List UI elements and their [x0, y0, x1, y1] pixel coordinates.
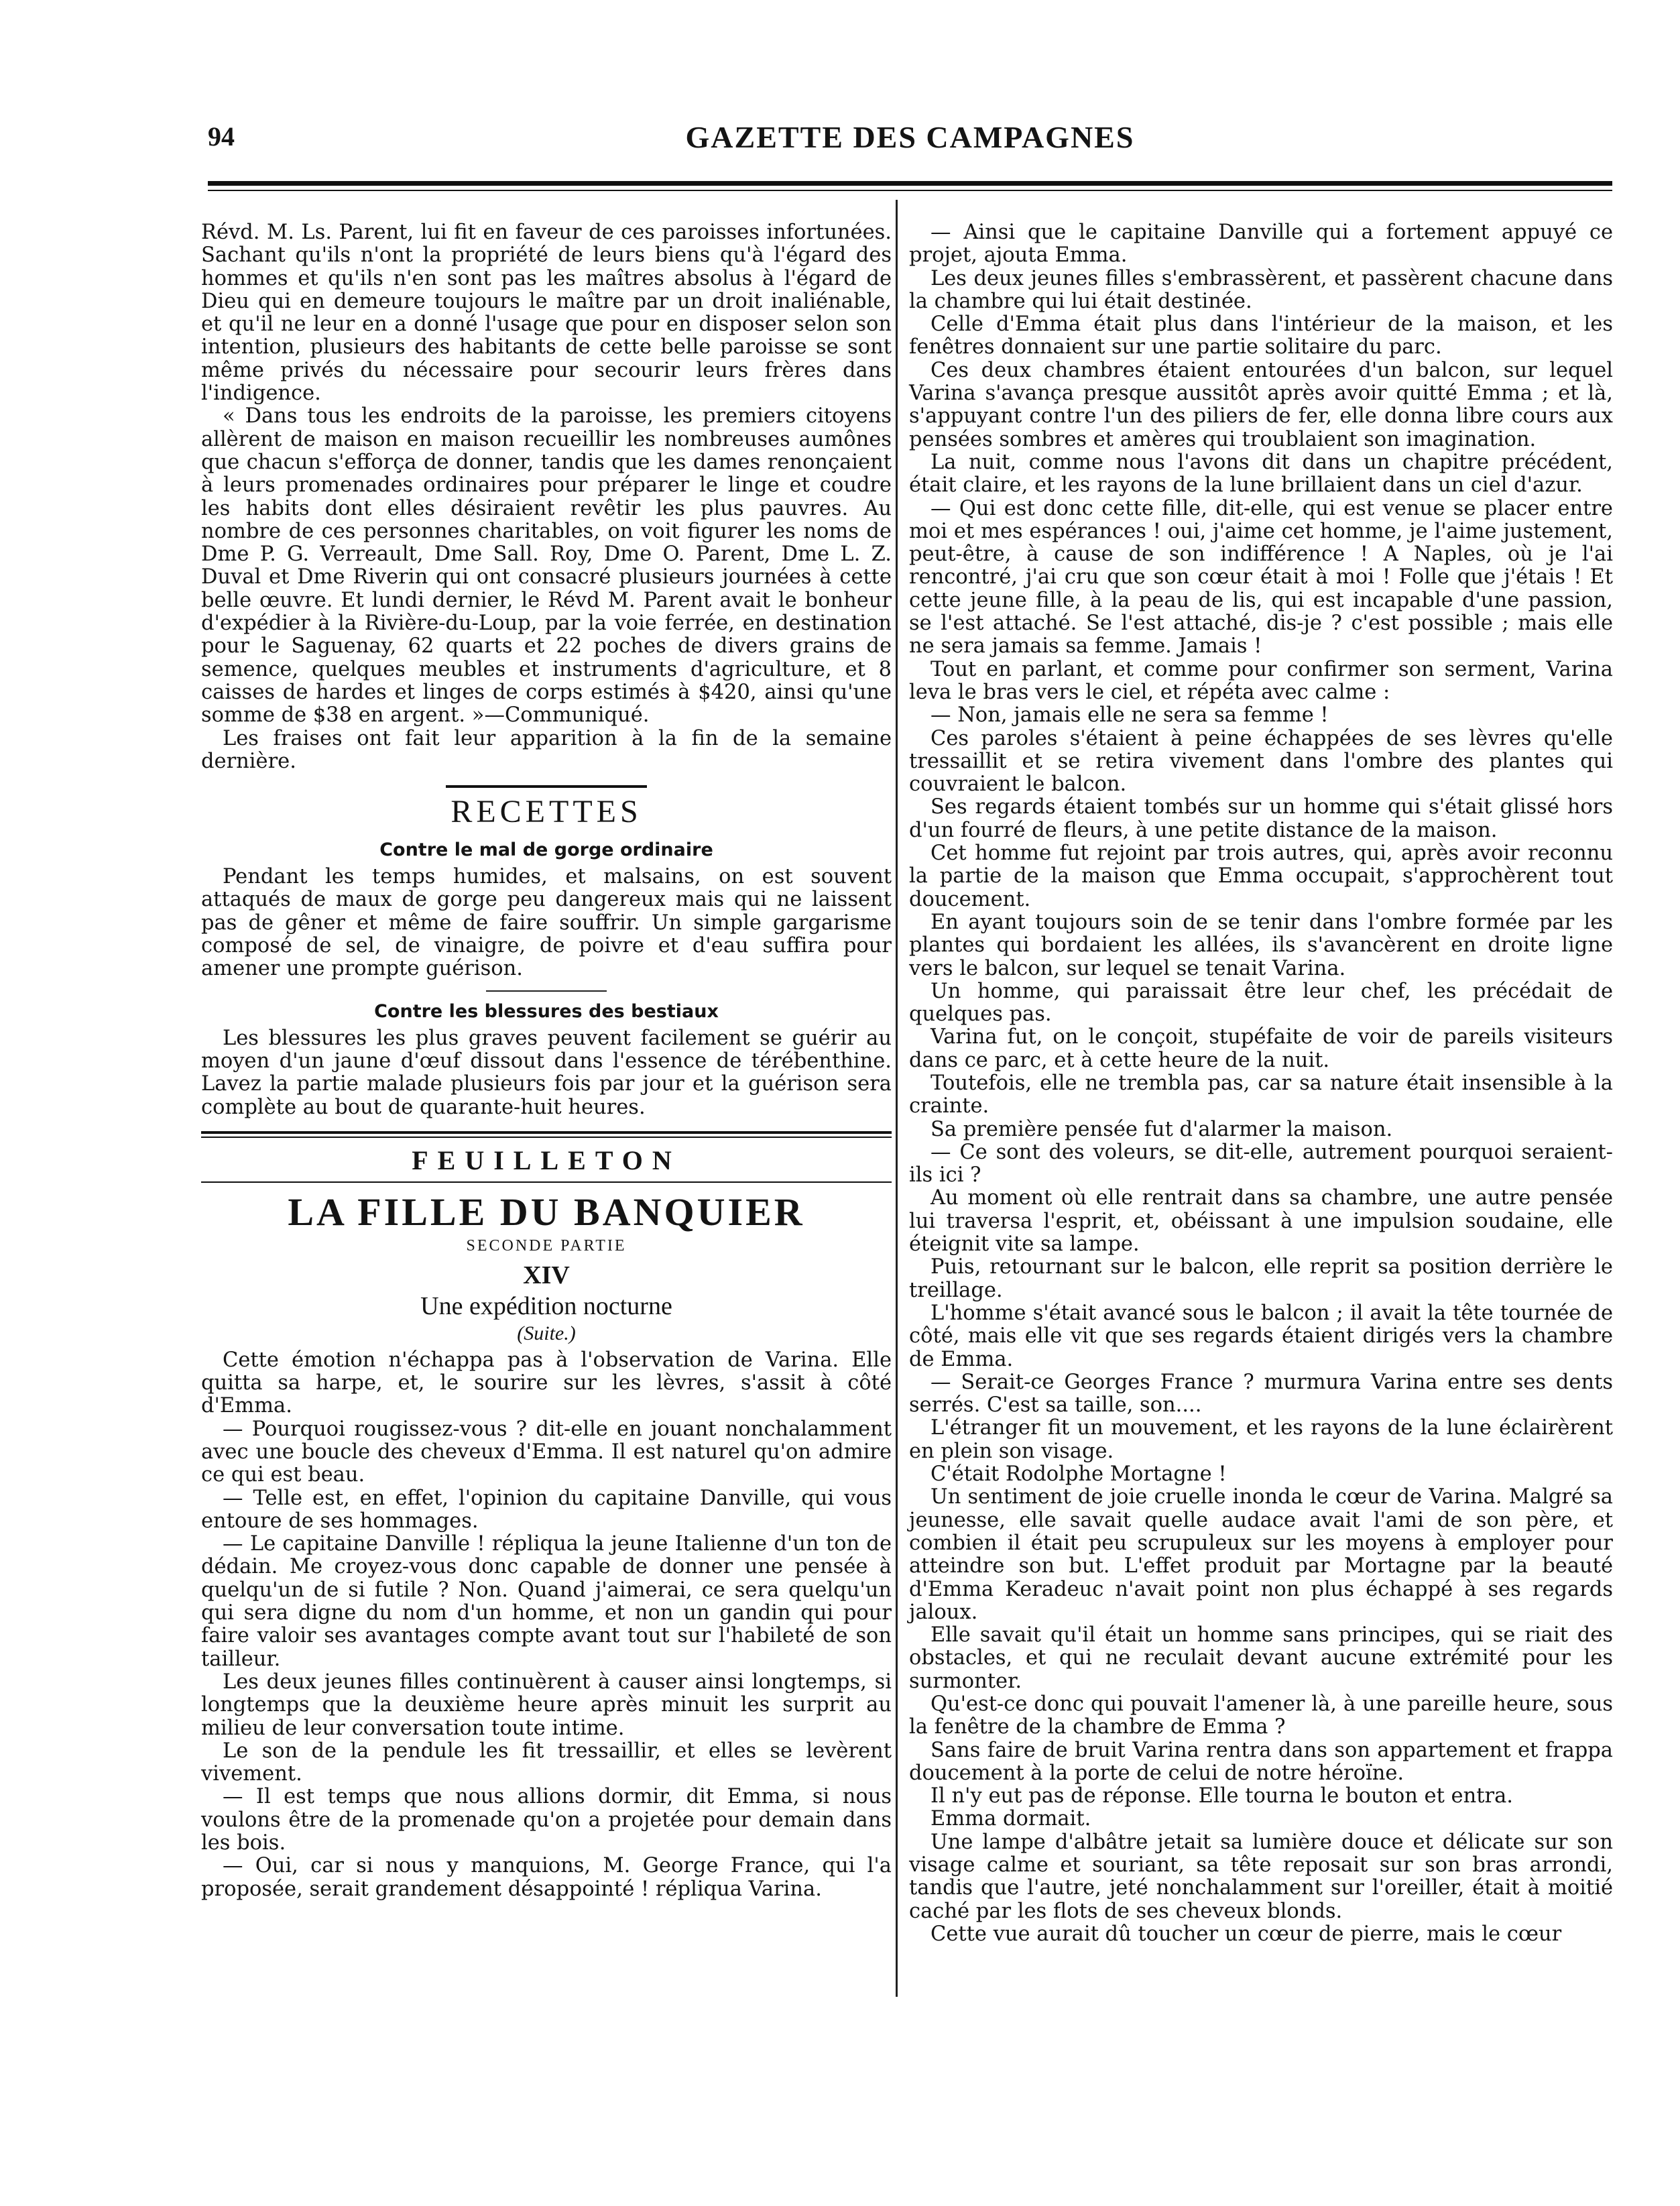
story-paragraph: Sans faire de bruit Varina rentra dans son appartement et frappa doucement à la porte de celui de notre héroïne. [909, 1738, 1613, 1785]
story-paragraph: — Le capitaine Danville ! répliqua la jeune Italienne d'un ton de dédain. Me croyez-vous donc capable de donner une pensée à quelqu'un de si futile ? Non. Quand j'aimerai, ce sera quelqu'un qui sera digne du nom d'un homme, et non un gandin qui pour faire valoir ses avantages compte avant tout sur l'habileté de son tailleur. [201, 1532, 892, 1671]
story-paragraph: — Qui est donc cette fille, dit-elle, qui est venue se placer entre moi et mes espérances ! oui, j'aime cet homme, je l'aime justement, peut-être, à cause de son indifférence ! A Naples, où je l'ai rencontré, j'ai cru que son cœur était à moi ! Folle que j'étais ! Et cette jeune fille, à la peau de lis, qui est incapable d'une passion, se l'est attaché. Se l'est attaché, dis-je ? c'est possible ; mais elle ne sera jamais sa femme. Jamais ! [909, 496, 1613, 658]
story-paragraph: — Il est temps que nous allions dormir, dit Emma, si nous voulons être de la promenade qu'on a projetée pour demain dans les bois. [201, 1785, 892, 1855]
recipe-heading: Contre les blessures des bestiaux [374, 1000, 719, 1022]
story-paragraph: Il n'y eut pas de réponse. Elle tourna le bouton et entra. [931, 1784, 1513, 1808]
story-paragraph: C'était Rodolphe Mortagne ! [931, 1462, 1227, 1487]
chapter-number: XIV [523, 1261, 570, 1289]
feuilleton-rule [201, 1131, 892, 1134]
story-paragraph: L'homme s'était avancé sous le balcon ; il avait la tête tournée de côté, mais elle vit que ses regards étaient dirigés vers la chambre de Emma. [909, 1301, 1613, 1371]
story-paragraph: Les deux jeunes filles continuèrent à causer ainsi longtemps, si longtemps que la deuxième heure après minuit les surprit au milieu de leur conversation toute intime. [201, 1670, 892, 1740]
story-paragraph: — Serait-ce Georges France ? murmura Varina entre ses dents serrés. C'est sa taille, son.... [909, 1370, 1613, 1417]
story-paragraph: L'étranger fit un mouvement, et les rayons de la lune éclairèrent en plein son visage. [909, 1416, 1613, 1463]
story-paragraph: Qu'est-ce donc qui pouvait l'amener là, à une pareille heure, sous la fenêtre de la chambre de Emma ? [909, 1692, 1613, 1739]
story-paragraph: Emma dormait. [931, 1807, 1091, 1831]
recettes-title: RECETTES [451, 794, 642, 830]
story-paragraph: Ses regards étaient tombés sur un homme qui s'était glissé hors d'un fourré de fleurs, à une petite distance de la maison. [909, 795, 1613, 842]
page-header [208, 119, 1612, 160]
story-paragraph: Ces paroles s'étaient à peine échappées de ses lèvres qu'elle tressaillit et se retira vivement dans l'ombre des plantes qui couvraient le balcon. [909, 726, 1613, 797]
story-paragraph: Ces deux chambres étaient entourées d'un balcon, sur lequel Varina s'avança presque aussitôt après avoir quitté Emma ; et là, s'appuyant contre l'un des piliers de fer, elle donna libre cours aux pensées sombres et amères qui troublaient son imagination. [909, 358, 1613, 451]
story-paragraph: Sa première pensée fut d'alarmer la maison. [931, 1117, 1393, 1141]
story-paragraph: Cet homme fut rejoint par trois autres, qui, après avoir reconnu la partie de la maison que Emma occupait, s'approchèrent tout doucement. [909, 841, 1613, 911]
story-paragraph: Au moment où elle rentrait dans sa chambre, une autre pensée lui traversa l'esprit, et, obéissant à une impulsion soudaine, elle éteignit vite sa lampe. [909, 1186, 1613, 1257]
story-title: LA FILLE DU BANQUIER [288, 1189, 805, 1234]
story-paragraph: Les deux jeunes filles s'embrassèrent, et passèrent chacune dans la chambre qui lui était destinée. [909, 266, 1613, 313]
article-paragraph: « Dans tous les endroits de la paroisse, les premiers citoyens allèrent de maison en maison recueillir les nombreuses aumônes que chacun s'efforça de donner, tandis que les dames renonçaient à leurs promenades ordinaires pour préparer le linge et coudre les habits dont elles désiraient revêtir les plus pauvres. Au nombre de ces personnes charitables, on voit figurer les noms de Dme P. G. Verreault, Dme Sall. Roy, Dme O. Parent, Dme L. Z. Duval et Dme Riverin qui ont consacré plusieurs journées à cette belle œuvre. Et lundi dernier, le Révd M. Parent avait le bonheur d'expédier à la Rivière-du-Loup, par la voie ferrée, en destination pour le Saguenay, 62 quarts et 22 poches de divers grains de semence, quelques meubles et instruments d'agriculture, et 8 caisses de hardes et linges de corps estimés à $420, ainsi qu'une somme de $38 en argent. »—Communiqué. [201, 404, 892, 728]
story-paragraph: Cette émotion n'échappa pas à l'observation de Varina. Elle quitta sa harpe, et, le sourire sur les lèvres, s'assit à côté d'Emma. [201, 1348, 892, 1418]
story-paragraph: Puis, retournant sur le balcon, elle reprit sa position derrière le treillage. [909, 1255, 1613, 1302]
story-paragraph: — Ce sont des voleurs, se dit-elle, autrement pourquoi seraient-ils ici ? [909, 1140, 1613, 1187]
recipe-text: Pendant les temps humides, et malsains, on est souvent attaqués de maux de gorge peu dangereux mais qui ne laissent pas de gêner et même de faire souffrir. Un simple gargarisme composé de sel, de vinaigre, de poivre et d'eau suffira pour amener une prompte guérison. [201, 865, 892, 981]
story-part: SECONDE PARTIE [466, 1236, 627, 1255]
recipe-divider [486, 990, 607, 992]
story-paragraph: Un sentiment de joie cruelle inonda le cœur de Varina. Malgré sa jeunesse, elle savait quelle audace avait l'ami de son père, et combien il était peu scrupuleux sur les moyens à employer pour atteindre son but. L'effet produit par Mortagne par la beauté d'Emma Keradeuc n'avait point non plus échappé à ses regards jaloux. [909, 1485, 1613, 1624]
story-paragraph: Une lampe d'albâtre jetait sa lumière douce et délicate sur son visage calme et souriant, sa tête reposait sur son bras arrondi, tandis que l'autre, jeté nonchalamment sur l'oreiller, était à moitié caché par les flots de ses cheveux blonds. [909, 1830, 1613, 1923]
story-paragraph: Elle savait qu'il était un homme sans principes, qui se riait des obstacles, et qui ne reculait devant aucune extrémité pour les surmonter. [909, 1623, 1613, 1693]
story-paragraph: Tout en parlant, et comme pour confirmer son serment, Varina leva le bras vers le ciel, et répéta avec calme : [909, 657, 1613, 704]
page-number: 94 [208, 121, 235, 152]
journal-title: GAZETTE DES CAMPAGNES [685, 120, 1135, 154]
story-paragraph: Le son de la pendule les fit tressaillir, et elles se levèrent vivement. [201, 1739, 892, 1786]
chapter-title: Une expédition nocturne [420, 1291, 672, 1320]
story-paragraph: La nuit, comme nous l'avons dit dans un chapitre précédent, était claire, et les rayons de la lune brillaient dans un ciel d'azur. [909, 450, 1613, 498]
recipe-heading: Contre le mal de gorge ordinaire [379, 839, 713, 861]
story-paragraph: — Oui, car si nous y manquions, M. George France, qui l'a proposée, serait grandement désappointé ! répliqua Varina. [201, 1854, 892, 1901]
story-paragraph: Toutefois, elle ne trembla pas, car sa nature était insensible à la crainte. [909, 1071, 1613, 1118]
chapter-note: (Suite.) [517, 1322, 576, 1344]
header-rule-thin [208, 190, 1612, 191]
header-rule [208, 181, 1612, 186]
feuilleton-label: FEUILLETON [412, 1145, 681, 1175]
recipe-text: Les blessures les plus graves peuvent facilement se guérir au moyen d'un jaune d'œuf dissout dans l'essence de térébenthine. Lavez la partie malade plusieurs fois par jour et la guérison sera complète au bout de quarante-huit heures. [201, 1026, 892, 1119]
article-paragraph: Les fraises ont fait leur apparition à la fin de la semaine dernière. [201, 726, 892, 773]
right-column [909, 221, 1613, 1946]
story-paragraph: Varina fut, on le conçoit, stupéfaite de voir de pareils visiteurs dans ce parc, et à cette heure de la nuit. [909, 1025, 1613, 1072]
left-column [201, 221, 892, 1901]
column-divider [896, 200, 898, 1997]
story-paragraph: Celle d'Emma était plus dans l'intérieur de la maison, et les fenêtres donnaient sur une partie solitaire du parc. [909, 312, 1613, 359]
story-paragraph: Cette vue aurait dû toucher un cœur de pierre, mais le cœur [931, 1922, 1562, 1946]
story-paragraph: — Telle est, en effet, l'opinion du capitaine Danville, qui vous entoure de ses hommages. [201, 1486, 892, 1533]
story-paragraph: — Pourquoi rougissez-vous ? dit-elle en jouant nonchalamment avec une boucle des cheveux d'Emma. Il est naturel qu'on admire ce qui est beau. [201, 1417, 892, 1487]
story-paragraph: Un homme, qui paraissait être leur chef, les précédait de quelques pas. [909, 979, 1613, 1027]
feuilleton-rule-thin [201, 1137, 892, 1138]
article-paragraph: Révd. M. Ls. Parent, lui fit en faveur de ces paroisses infortunées. Sachant qu'ils n'ont la propriété de leurs biens qu'à l'égard des hommes et qu'ils n'en sont pas les maîtres absolus à l'égard de Dieu qui en demeure toujours le maître par un droit inaliénable, et qu'il ne leur en a donné l'usage que pour en disposer selon son intention, plusieurs des habitants de cette belle paroisse se sont même privés du nécessaire pour secourir leurs frères dans l'indigence. [201, 221, 892, 406]
story-paragraph: — Non, jamais elle ne sera sa femme ! [931, 703, 1329, 728]
story-paragraph: En ayant toujours soin de se tenir dans l'ombre formée par les plantes qui bordaient les allées, ils s'avancèrent en droite ligne vers le balcon, sur lequel se tenait Varina. [909, 910, 1613, 980]
story-paragraph: — Ainsi que le capitaine Danville qui a fortement appuyé ce projet, ajouta Emma. [909, 221, 1613, 268]
section-divider [446, 785, 647, 788]
feuilleton-rule-thin [201, 1181, 892, 1183]
